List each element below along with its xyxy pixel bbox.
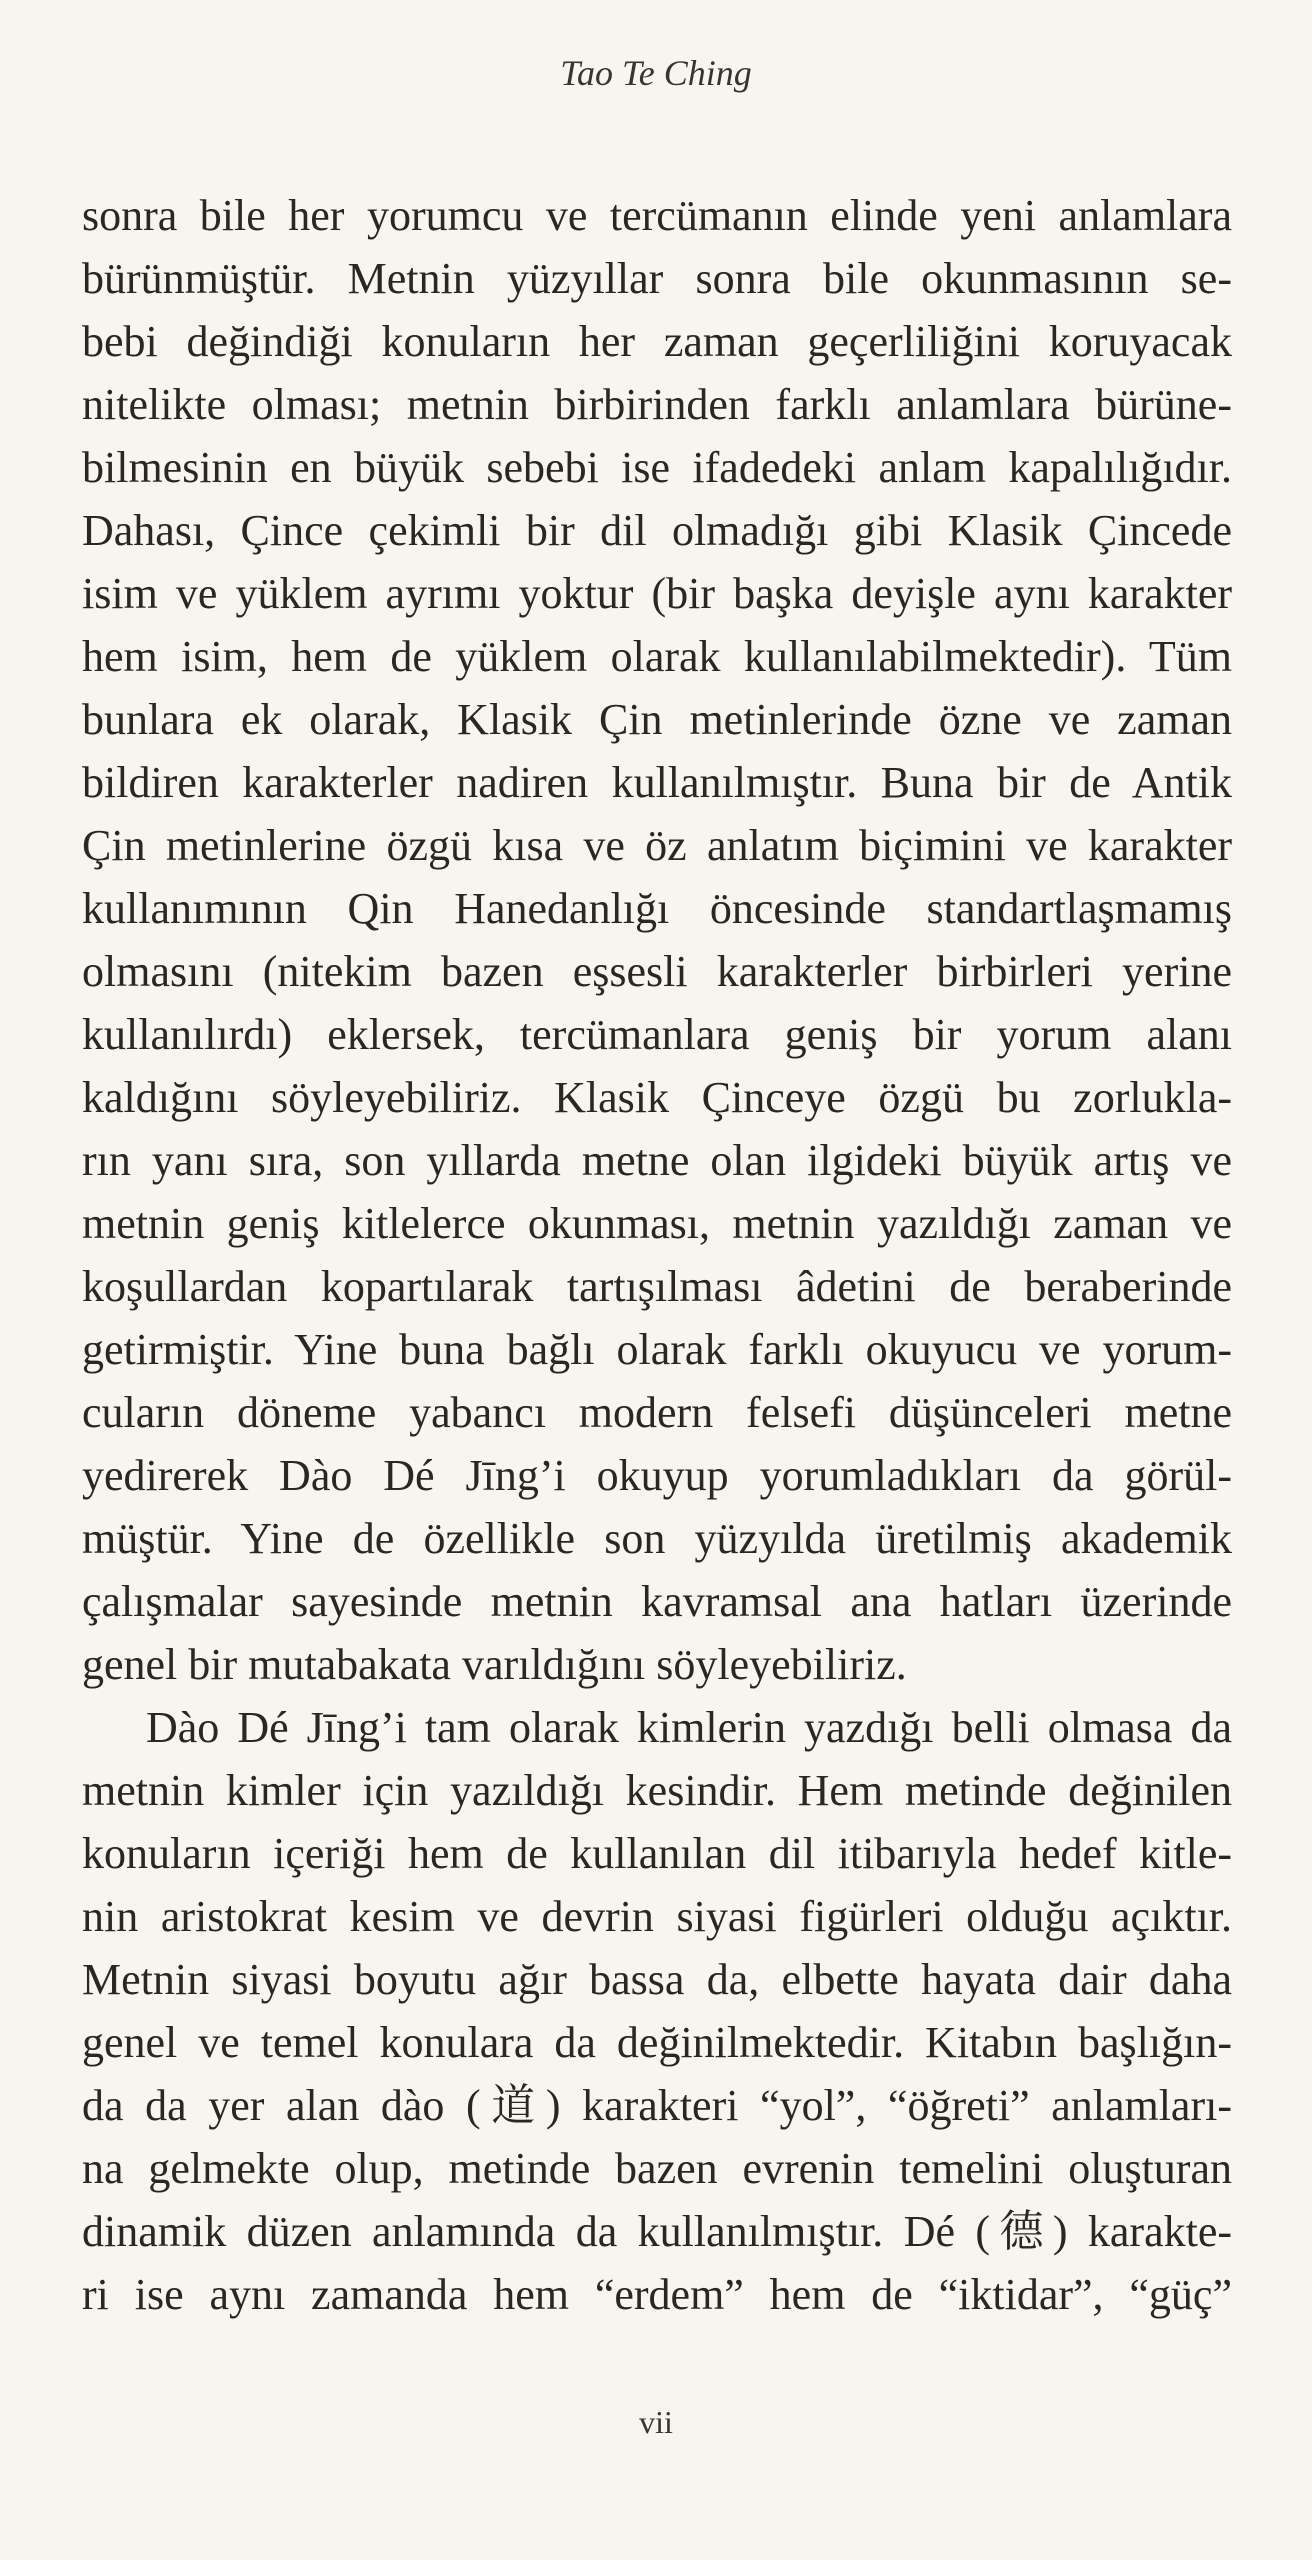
text-line: ri ise aynı zamanda hem “erdem” hem de “iktidar”, “güç” (82, 2270, 1232, 2319)
text-line: Çin metinlerine özgü kısa ve öz anlatım biçimini ve karakter (82, 821, 1232, 870)
body-text (82, 184, 1232, 2326)
text-line: kullanılırdı) eklersek, tercümanlara geniş bir yorum alanı (82, 1010, 1232, 1059)
text-line: rın yanı sıra, son yıllarda metne olan ilgideki büyük artış ve (82, 1136, 1232, 1185)
text-line: bildiren karakterler nadiren kullanılmıştır. Buna bir de Antik (82, 758, 1232, 807)
text-line: getirmiştir. Yine buna bağlı olarak farklı okuyucu ve yorum- (82, 1325, 1232, 1374)
text-line: yedirerek Dào Dé Jīng’i okuyup yorumladıkları da görül- (82, 1451, 1232, 1500)
text-line: bilmesinin en büyük sebebi ise ifadedeki anlam kapalılığıdır. (82, 443, 1232, 492)
text-line: çalışmalar sayesinde metnin kavramsal ana hatları üzerinde (82, 1577, 1232, 1626)
text-line: konuların içeriği hem de kullanılan dil itibarıyla hedef kitle- (82, 1829, 1232, 1878)
text-line: bunlara ek olarak, Klasik Çin metinlerinde özne ve zaman (82, 695, 1232, 744)
text-line: metnin geniş kitlelerce okunması, metnin yazıldığı zaman ve (82, 1199, 1232, 1248)
text-line: nitelikte olması; metnin birbirinden farklı anlamlara bürüne- (82, 380, 1232, 429)
text-line: na gelmekte olup, metinde bazen evrenin temelini oluşturan (82, 2144, 1232, 2193)
paragraph-first-line: Dào Dé Jīng’i tam olarak kimlerin yazdığı belli olmasa da (146, 1703, 1232, 1752)
text-line: sonra bile her yorumcu ve tercümanın elinde yeni anlamlara (82, 191, 1232, 240)
page-number: vii (639, 2404, 673, 2440)
text-line: hem isim, hem de yüklem olarak kullanılabilmektedir). Tüm (82, 632, 1232, 681)
text-line: genel ve temel konulara da değinilmektedir. Kitabın başlığın- (82, 2018, 1232, 2067)
running-head: Tao Te Ching (560, 53, 752, 93)
text-line: isim ve yüklem ayrımı yoktur (bir başka deyişle aynı karakter (82, 569, 1232, 618)
text-line: cuların döneme yabancı modern felsefi düşünceleri metne (82, 1388, 1232, 1437)
text-line: metnin kimler için yazıldığı kesindir. Hem metinde değinilen (82, 1766, 1232, 1815)
text-line: bebi değindiği konuların her zaman geçerliliğini koruyacak (82, 317, 1232, 366)
text-line: müştür. Yine de özellikle son yüzyılda üretilmiş akademik (82, 1514, 1232, 1563)
text-line: nin aristokrat kesim ve devrin siyasi figürleri olduğu açıktır. (82, 1892, 1232, 1941)
text-line: dinamik düzen anlamında da kullanılmıştır. Dé (德) karakte- (82, 2207, 1232, 2256)
text-line: Dahası, Çince çekimli bir dil olmadığı gibi Klasik Çincede (82, 506, 1232, 555)
text-line: da da yer alan dào (道) karakteri “yol”, “öğreti” anlamları- (82, 2081, 1232, 2130)
text-line: kaldığını söyleyebiliriz. Klasik Çinceye özgü bu zorlukla- (82, 1073, 1232, 1122)
paragraph-last-line: genel bir mutabakata varıldığını söyleyebiliriz. (82, 1640, 907, 1689)
text-line: bürünmüştür. Metnin yüzyıllar sonra bile okunmasının se- (82, 254, 1232, 303)
text-line: koşullardan kopartılarak tartışılması âdetini de beraberinde (82, 1262, 1232, 1311)
text-line: olmasını (nitekim bazen eşsesli karakterler birbirleri yerine (82, 947, 1232, 996)
text-line: Metnin siyasi boyutu ağır bassa da, elbette hayata dair daha (82, 1955, 1232, 2004)
text-line: kullanımının Qin Hanedanlığı öncesinde standartlaşmamış (82, 884, 1232, 933)
